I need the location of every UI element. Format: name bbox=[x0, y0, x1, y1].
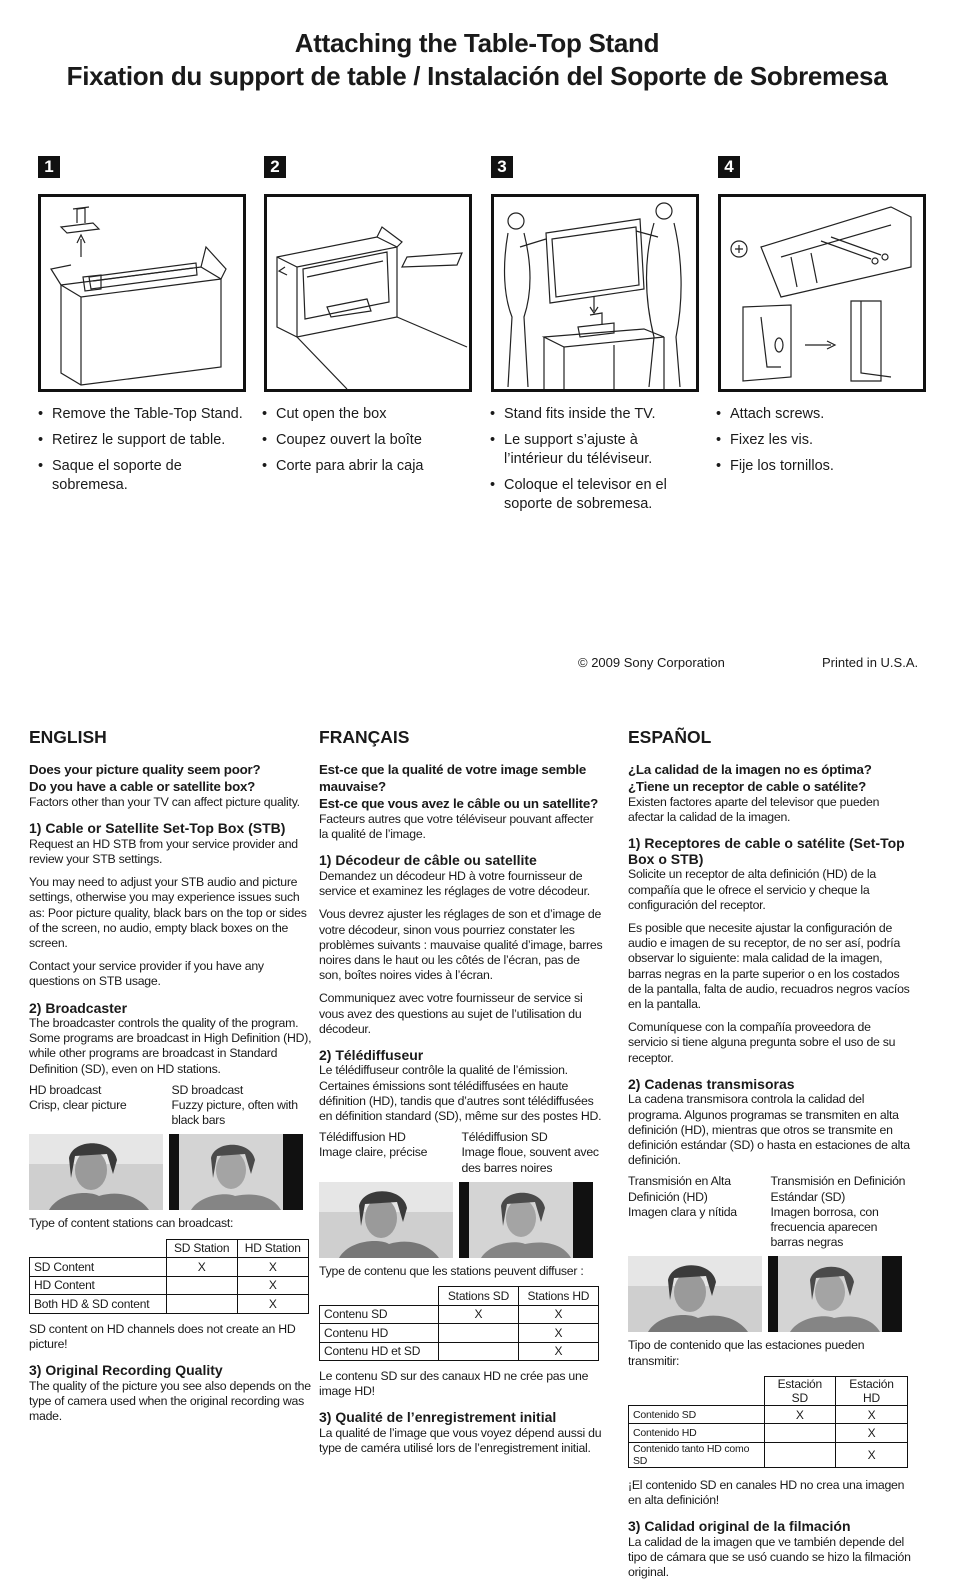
english-hd-label: HD broadcast bbox=[29, 1082, 102, 1097]
table-row: Contenu HD X bbox=[320, 1324, 599, 1343]
copyright-text: © 2009 Sony Corporation bbox=[578, 655, 725, 670]
english-sample-images bbox=[29, 1134, 314, 1210]
table-header-hd: HD Station bbox=[237, 1239, 309, 1258]
table-corner bbox=[629, 1376, 765, 1405]
spanish-broadcast-compare bbox=[628, 1174, 913, 1250]
step-1-bullet-es: • Saque el soporte de sobremesa. bbox=[38, 457, 253, 495]
step-1-illustration bbox=[38, 194, 246, 392]
english-note: SD content on HD channels does not create an HD picture! bbox=[29, 1321, 296, 1351]
table-corner bbox=[320, 1287, 439, 1306]
box-stand-removal-drawing bbox=[41, 197, 243, 389]
spanish-section-2-title: 2) Cadenas transmisoras bbox=[628, 1075, 795, 1092]
step-1-bullet-en: • Remove the Table-Top Stand. bbox=[38, 405, 253, 424]
english-section-1-title: 1) Cable or Satellite Set-Top Box (STB) bbox=[29, 820, 286, 837]
english-heading: ENGLISH bbox=[29, 727, 107, 747]
page-title: Attaching the Table-Top Stand bbox=[294, 28, 660, 58]
spanish-content-table bbox=[628, 1376, 908, 1468]
french-intro: Facteurs autres que votre téléviseur pouvant affecter la qualité de l’image. bbox=[319, 812, 594, 842]
french-question-2: Est-ce que vous avez le câble ou un satellite? bbox=[319, 796, 598, 811]
french-section-2-title: 2) Télédiffuseur bbox=[319, 1046, 424, 1063]
french-question-1: Est-ce que la qualité de votre image semble mauvaise? bbox=[319, 762, 587, 794]
french-content-table bbox=[319, 1286, 599, 1361]
step-3-number: 3 bbox=[491, 156, 513, 178]
spanish-section-2-p1: La cadena transmisora controla la calidad del programa. Algunos programas se transmiten en alta definición (HD), mientras que otros se transmite en definición estándar (SD) o hasta en estaciones de alta definición. bbox=[628, 1092, 910, 1168]
hd-sample-image bbox=[319, 1182, 453, 1258]
french-sd-label: Télédiffusion SD bbox=[461, 1130, 548, 1145]
spanish-intro: Existen factores aparte del televisor que pueden afectar la calidad de la imagen. bbox=[628, 795, 880, 825]
spanish-hd-desc: Imagen clara y nítida bbox=[628, 1204, 737, 1219]
french-heading: FRANÇAIS bbox=[319, 727, 410, 747]
spanish-section-1-p3: Comuníquese con la compañía proveedora de servicio si tiene alguna pregunta sobre el uso de su receptor. bbox=[628, 1020, 896, 1065]
table-header-sd: Stations SD bbox=[439, 1287, 519, 1306]
french-section-1-title: 1) Décodeur de câble ou satellite bbox=[319, 852, 537, 869]
table-corner bbox=[30, 1239, 167, 1258]
page-subtitle: Fixation du support de table / Instalación del Soporte de Sobremesa bbox=[66, 61, 888, 91]
spanish-sd-desc: Imagen borrosa, con frecuencia aparecen barras negras bbox=[770, 1204, 879, 1250]
table-row: Both HD & SD content X bbox=[30, 1295, 309, 1314]
french-section-1-p3: Communiquez avec votre fournisseur de service si vous avez des questions au sujet de l’utilisation du décodeur. bbox=[319, 991, 583, 1036]
table-row: Contenido HD X bbox=[629, 1424, 908, 1443]
table-row: Contenu HD et SD X bbox=[320, 1342, 599, 1361]
step-4-number: 4 bbox=[718, 156, 740, 178]
english-section-2-p1: The broadcaster controls the quality of the program. Some programs are broadcast in High Definition (HD), while other programs are broadcast in Standard Definition (SD), even on HD stations. bbox=[29, 1016, 312, 1076]
step-2-bullet-es: • Corte para abrir la caja bbox=[262, 457, 477, 476]
french-broadcast-compare bbox=[319, 1130, 604, 1176]
french-section-1-p2: Vous devrez ajuster les réglages de son et d’image de votre décodeur, sinon vous pourriez constater les problèmes suivants : mauvaise qualité d’image, barres noires dans le haut ou les côtés de l’écran, pas de son, boîtes noires vides à l’écran. bbox=[319, 907, 603, 983]
step-1-bullet-fr: • Retirez le support de table. bbox=[38, 431, 253, 450]
step-3-bullet-es: • Coloque el televisor en el soporte de sobremesa. bbox=[490, 476, 690, 514]
spanish-sd-label: Transmisión en Definición Estándar (SD) bbox=[770, 1174, 906, 1204]
printed-in-text: Printed in U.S.A. bbox=[822, 655, 919, 670]
english-section-3-p1: The quality of the picture you see also depends on the type of camera used when the original recording was made. bbox=[29, 1378, 311, 1423]
french-sample-images bbox=[319, 1182, 604, 1258]
open-box-drawing bbox=[267, 197, 469, 389]
spanish-section bbox=[628, 727, 913, 1580]
english-table-caption: Type of content stations can broadcast: bbox=[29, 1216, 234, 1231]
table-row: SD Content X X bbox=[30, 1258, 309, 1277]
french-hd-desc: Image claire, précise bbox=[319, 1145, 428, 1160]
french-section-3-p1: La qualité de l’image que vous voyez dépend aussi du type de caméra utilisé lors de l’enregistrement initial. bbox=[319, 1425, 602, 1456]
spanish-heading: ESPAÑOL bbox=[628, 727, 712, 747]
english-question-2: Do you have a cable or satellite box? bbox=[29, 779, 256, 794]
english-sd-label: SD broadcast bbox=[171, 1082, 244, 1097]
table-row: HD Content X bbox=[30, 1276, 309, 1295]
spanish-section-3-title: 3) Calidad original de la filmación bbox=[628, 1518, 851, 1535]
step-2-illustration bbox=[264, 194, 472, 392]
hd-sample-image bbox=[628, 1256, 762, 1332]
step-3-instructions bbox=[490, 405, 690, 521]
english-intro: Factors other than your TV can affect picture quality. bbox=[29, 795, 300, 809]
spanish-question-2: ¿Tiene un receptor de cable o satélite? bbox=[628, 779, 867, 794]
step-1-instructions bbox=[38, 405, 253, 502]
french-hd-label: Télédiffusion HD bbox=[319, 1130, 406, 1145]
table-row: Contenido tanto HD como SD X bbox=[629, 1442, 908, 1467]
step-2-bullet-en: • Cut open the box bbox=[262, 405, 477, 424]
attach-screws-drawing bbox=[721, 197, 923, 389]
english-content-table bbox=[29, 1239, 309, 1314]
french-section bbox=[319, 727, 604, 1456]
table-header-sd: Estación SD bbox=[764, 1376, 835, 1405]
step-4-bullet-es: • Fije los tornillos. bbox=[716, 457, 931, 476]
step-4-bullet-fr: • Fixez les vis. bbox=[716, 431, 931, 450]
french-note: Le contenu SD sur des canaux HD ne crée pas une image HD! bbox=[319, 1369, 589, 1399]
step-4-instructions bbox=[716, 405, 931, 483]
english-section-1-p2: You may need to adjust your STB audio and picture settings, otherwise you may experience issues such as: Poor picture quality, black bars on the top or sides of the screen, no audio, empty black boxes on the screen. bbox=[29, 875, 307, 950]
spanish-section-3-p1: La calidad de la imagen que ve también depende del tipo de cámara que se usó cuando se hizo la filmación original. bbox=[628, 1534, 911, 1580]
french-section-3-title: 3) Qualité de l’enregistrement initial bbox=[319, 1409, 557, 1426]
french-section-1-p1: Demandez un décodeur HD à votre fournisseur de service et examinez les réglages de votre décodeur. bbox=[319, 868, 590, 899]
spanish-note: ¡El contenido SD en canales HD no crea una imagen en alta definición! bbox=[628, 1477, 905, 1507]
spanish-hd-label: Transmisión en Alta Definición (HD) bbox=[628, 1174, 731, 1204]
spanish-table-caption: Tipo de contenido que las estaciones pueden transmitir: bbox=[628, 1338, 865, 1368]
table-header-hd: Stations HD bbox=[518, 1287, 598, 1306]
english-sd-desc: Fuzzy picture, often with black bars bbox=[171, 1098, 298, 1128]
french-sd-desc: Image floue, souvent avec des barres noires bbox=[461, 1145, 599, 1175]
english-section-2-title: 2) Broadcaster bbox=[29, 999, 128, 1016]
sd-sample-image bbox=[169, 1134, 303, 1210]
spanish-question-1: ¿La calidad de la imagen no es óptima? bbox=[628, 762, 872, 777]
english-section-1-p3: Contact your service provider if you have any questions on STB usage. bbox=[29, 959, 264, 989]
step-3-bullet-en: • Stand fits inside the TV. bbox=[490, 405, 690, 424]
table-row: Contenido SD X X bbox=[629, 1405, 908, 1424]
step-3-illustration bbox=[491, 194, 699, 392]
table-row: Contenu SD X X bbox=[320, 1305, 599, 1324]
spanish-section-1-title: 1) Receptores de cable o satélite (Set-Top Box o STB) bbox=[628, 835, 905, 867]
step-2-number: 2 bbox=[264, 156, 286, 178]
french-table-caption: Type de contenu que les stations peuvent diffuser : bbox=[319, 1263, 584, 1278]
english-broadcast-compare bbox=[29, 1083, 314, 1129]
step-1-number: 1 bbox=[38, 156, 60, 178]
step-4-bullet-en: • Attach screws. bbox=[716, 405, 931, 424]
spanish-section-1-p2: Es posible que necesite ajustar la configuración de audio e imagen de su receptor, de no ser así, podría observar lo siguiente: mala calidad de la imagen, barras negras en la parte superior o en los costados de la pantalla, falta de audio, recuadros negros vacíos en la pantalla. bbox=[628, 921, 910, 1012]
step-2-instructions bbox=[262, 405, 477, 483]
english-section bbox=[29, 727, 314, 1424]
english-question-1: Does your picture quality seem poor? bbox=[29, 762, 261, 777]
step-3-bullet-fr: • Le support s’ajuste à l’intérieur du téléviseur. bbox=[490, 431, 690, 469]
lifting-tv-drawing bbox=[494, 197, 696, 389]
english-hd-desc: Crisp, clear picture bbox=[29, 1098, 127, 1113]
english-section-1-p1: Request an HD STB from your service provider and review your STB settings. bbox=[29, 836, 298, 866]
french-section-2-p1: Le télédiffuseur contrôle la qualité de l’émission. Certaines émissions sont télédiffusées en haute définition (HD), tandis que d’autres sont télédiffusées en définition standard (SD), même sur des postes HD. bbox=[319, 1063, 602, 1124]
table-header-sd: SD Station bbox=[166, 1239, 237, 1258]
sd-sample-image bbox=[768, 1256, 902, 1332]
english-section-3-title: 3) Original Recording Quality bbox=[29, 1362, 223, 1379]
hd-sample-image bbox=[29, 1134, 163, 1210]
sd-sample-image bbox=[459, 1182, 593, 1258]
step-4-illustration bbox=[718, 194, 926, 392]
spanish-sample-images bbox=[628, 1256, 913, 1332]
spanish-section-1-p1: Solicite un receptor de alta definición (HD) de la compañía que le ofrece el servicio y cheque la configuración del receptor. bbox=[628, 867, 876, 912]
table-header-hd: Estación HD bbox=[836, 1376, 908, 1405]
step-2-bullet-fr: • Coupez ouvert la boîte bbox=[262, 431, 477, 450]
